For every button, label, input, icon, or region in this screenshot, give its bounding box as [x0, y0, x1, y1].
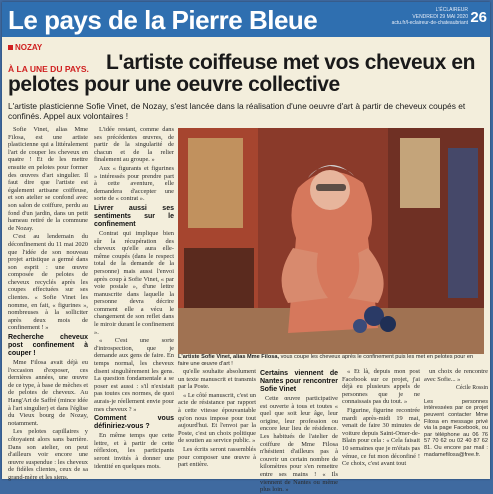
- photo-caption: [178, 354, 484, 367]
- paragraph: Mme Filosa avait déjà eu l'occasion d'exposer, ces dernières années, une œuvre de ce type, à base de mèches et de pelotes de cheveux. Au Hang'Art de Saffré (mince idée à l'art singulier) et dans l'église du Vieux bourg de Nozay, notamment.: [8, 359, 88, 427]
- paragraph: L'idée restant, comme dans ses précédentes œuvres, de partir de la singularité de chacun et de la relier finalement au groupe. »: [94, 126, 174, 164]
- article-lead: L'artiste plasticienne Sofie Vinet, de Nozay, s'est lancée dans la réalisation d'une oeuvre d'art à partir de cheveux coupés et confinés. Appel aux volontaires !: [8, 101, 466, 121]
- publication-date: VENDREDI 29 MAI 2020: [412, 13, 468, 20]
- publication-name: L'ÉCLAIREUR: [435, 7, 468, 13]
- paragraph: En même temps que cette lettre, et à partir de cette réflexion, les participants seront invités à donner une identité en quelques mots.: [94, 432, 174, 470]
- article-column-2: [94, 126, 174, 476]
- paragraph: « C'est une sorte d'introspection, que je demande aux gens de faire. En temps normal, les cheveux disent singulièrement les gens. La question fondamentale a se poser est aussi : s'il n'existait pas toutes ces normes, de quoi aurais-je réellement envie pour mes cheveux ? »: [94, 337, 174, 413]
- paragraph: qu'elle souhaite absolument un texte manuscrit et transmis par la Poste.: [178, 368, 256, 391]
- contact-info: Les personnes intéressées par ce projet peuvent contacter Mme Filosa en message privé via la page Facebook, ou par téléphone au 06 76 57 70 62 ou 02 40 87 62 81. Ou encore par mail : madamefilosa@free.fr.: [424, 398, 488, 458]
- section-tag: [8, 43, 42, 52]
- caption-bold: L'artiste Sofie Vinet, alias Mme Filosa,: [178, 354, 280, 360]
- paragraph: C'est au lendemain du déconfinement du 11 mai 2020 que l'idée de son nouveau projet artistique a germé dans son esprit : une œuvre composée de pelotes de cheveux recyclés après les coupes effectuées sur ses clientes. « Sofie Vinet les nomme, en fait, « figurines », nombreuses à la solliciter après deux mois de confinement ! »: [8, 233, 88, 332]
- article-photo: [178, 128, 484, 354]
- section-label: NOZAY: [15, 43, 43, 52]
- banner-title: Le pays de la Pierre Bleue: [8, 5, 318, 35]
- author-signature: Cécile Rossin: [455, 385, 488, 392]
- subheading: Certains viennent de Nantes pour rencontrer Sofie Vinet: [260, 370, 338, 393]
- paragraph: Les écrits seront rassemblés pour composer une œuvre à part entière.: [178, 445, 256, 469]
- paragraph: « Et là, depuis mon post Facebook sur ce projet, j'ai déjà eu plusieurs appels de personnes que je ne connaissais pas du tout. »: [342, 368, 420, 406]
- banner-meta: [358, 7, 468, 27]
- page-number: 26: [470, 9, 487, 26]
- contact-info-box: [424, 399, 488, 458]
- section-square-icon: [8, 45, 13, 50]
- paragraph: « Le côté manuscrit, c'est un acte de résistance par rapport à cette vitesse épouvantable qu'on nous impose pour tout aujourd'hui. Et l'envoi par la Poste, c'est un choix politique de soutien au service public. »: [178, 391, 256, 445]
- subheading: Recherche cheveux post confinement à couper !: [8, 334, 88, 358]
- newspaper-page: [2, 2, 490, 494]
- article-kicker: À LA UNE DU PAYS.: [8, 64, 89, 74]
- paragraph: Cette œuvre participative est ouverte à tous et toutes « quel que soit leur âge, leur origine, leur profession ou encore leur lieu de résidence. Les habitués de l'atelier de coiffure de Mme Filosa n'hésitent d'ailleurs pas à couvrir un certain nombre de kilomètres pour s'en remettre entre ses mains ! « Ils viennent de Nantes ou même plus loin. »: [260, 395, 338, 494]
- paragraph: Aux « figurants et figurines » intéressés pour prendre part à cette aventure, elle demandera d'accepter une sorte de « contrat ».: [94, 164, 174, 203]
- article-column-6: [424, 368, 488, 478]
- page-banner: [2, 2, 490, 37]
- caption-text: vous coupe les cheveux après le confinement puis les met en pelotes pour en faire une œuvre d'art !: [178, 354, 474, 367]
- article-column-3: [178, 368, 256, 478]
- subheading: Comment vous définiriez-vous ?: [94, 415, 174, 431]
- headline-text: L'artiste coiffeuse met vos cheveux en pelotes pour une oeuvre collective: [8, 51, 476, 96]
- article-column-1: [8, 126, 88, 481]
- paragraph: Figurine, figurine recontrée mardi après-midi 19 mai, venait de faire 30 minutes de voiture depuis Saint-Omer-de-Blain pour cela : « Cela faisait 10 semaines que je m'étais pas vénue, ce fut mon déconfiné ! Ce choix, c'est avant tout: [342, 406, 420, 468]
- paragraph: un choix de rencontre avec Sofie... »: [424, 368, 488, 383]
- photo-illustration: [178, 128, 484, 354]
- article-column-5: [342, 368, 420, 478]
- article-headline: [8, 52, 488, 96]
- paragraph: Les pelotes capillaires y côtoyaient alors sans barrière. Dans son atelier, on peut d'ailleurs voir encore une œuvre suspendue : les cheveux de fidèles clientes, ceux de sa grand-mère et les siens.: [8, 428, 88, 481]
- publication-site: actu.fr/l-eclaireur-de-chateaubriant: [391, 20, 468, 26]
- paragraph: Contrat qui implique bien sûr la récupération des cheveux qu'elle aura elle-même coupés (dans le respect total de la demande de la personne) mais aussi l'envoi après coup à Sofie Vinet, « par voie postale », d'une lettre manuscrite dans laquelle la personne devra décrire comment elle a vécu le changement de son reflet dans le miroir durant le confinement ».: [94, 229, 174, 336]
- subheading: Livrer aussi ses sentiments sur le confinement: [94, 204, 174, 228]
- article-column-4: [260, 368, 338, 494]
- paragraph: Sofie Vinet, alias Mme Filosa, est une artiste plasticienne qui a littéralement l'art de couper les cheveux en quatre ! Et de les mettre ensuite en pelotes pour former des œuvres d'art singulier. Il faut dire que l'artiste est également artisane coiffeuse, et son atelier se confond avec son salon de coiffure, perdu au fond d'un jardin, dans un petit hameau retiré de la commune de Nozay.: [8, 126, 88, 232]
